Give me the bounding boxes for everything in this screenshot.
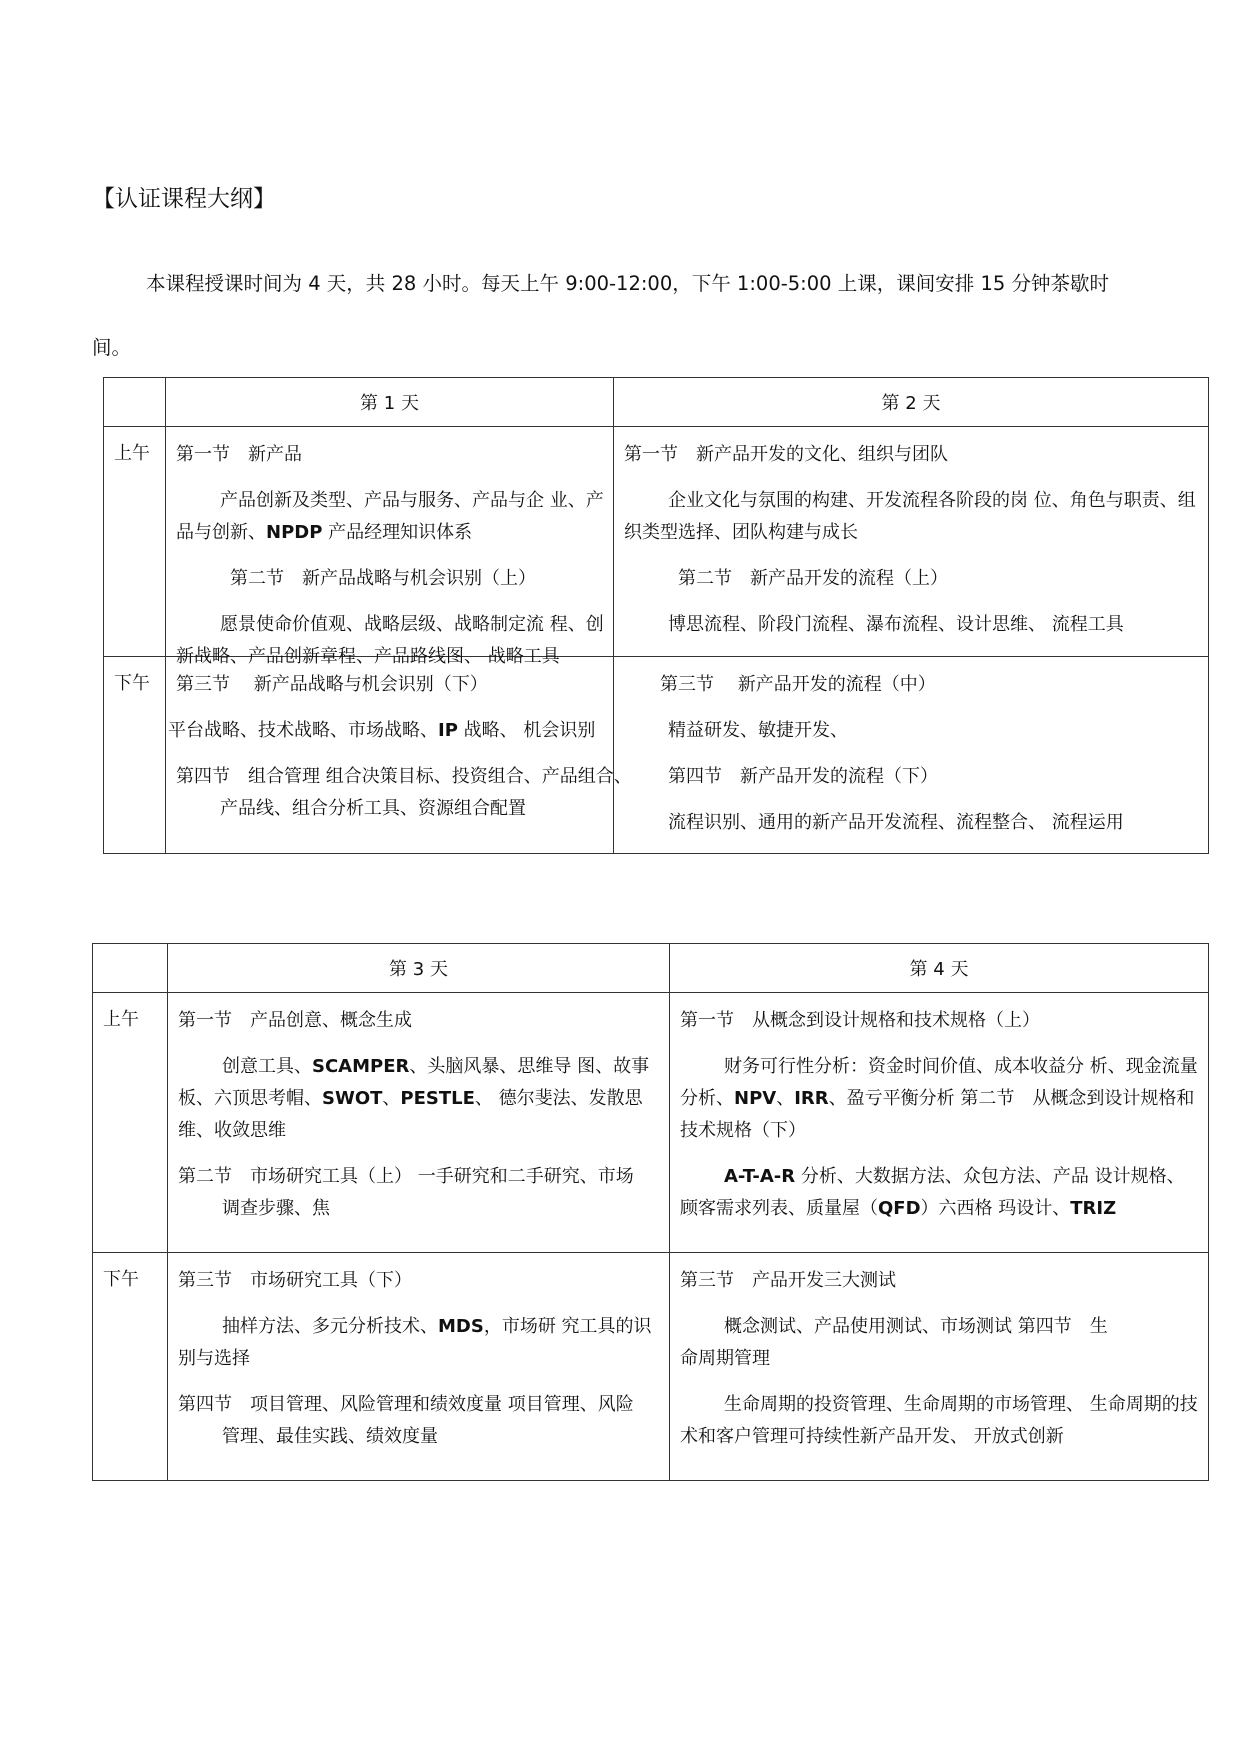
day-1-header: 第 1 天: [166, 378, 614, 427]
day-2-afternoon-cell: [614, 657, 1209, 854]
section-body: 管理、最佳实践、绩效度量: [222, 1426, 438, 1447]
day-1-afternoon-cell: [166, 657, 632, 854]
corner-cell: [93, 944, 168, 993]
morning-row: [104, 427, 1209, 657]
morning-label: 上午: [93, 993, 168, 1253]
section-title: 第二节 新产品战略与机会识别（上）: [230, 568, 536, 589]
section-body: 企业文化与氛围的构建、开发流程各阶段的岗 位、角色与职责、组织类型选择、团队构建与成长: [624, 490, 1196, 543]
section-body: 愿景使命价值观、战略层级、战略制定流 程、创新战略、产品创新章程、产品路线图、 战略工具: [176, 614, 604, 667]
section-title: 第二节 新产品开发的流程（上）: [678, 568, 948, 589]
section-body: 创意工具、SCAMPER、头脑风暴、思维导 图、故事板、六顶思考帽、SWOT、PESTLE、 德尔斐法、发散思维、收敛思维: [178, 1056, 650, 1141]
afternoon-label: 下午: [104, 657, 166, 854]
section-body: 财务可行性分析：资金时间价值、成本收益分 析、现金流量分析、NPV、IRR、盈亏平衡分析 第二节 从概念到设计规格和技术规格（下）: [680, 1056, 1198, 1141]
schedule-table-days-1-2: [103, 377, 1209, 854]
table-header-row: [104, 378, 1209, 427]
day-1-morning-cell: [166, 427, 614, 667]
intro-paragraph: 本课程授课时间为 4 天，共 28 小时。每天上午 9:00-12:00，下午 1:00-5:00 上课，课间安排 15 分钟茶歇时间。: [92, 272, 1109, 359]
section-title: 第一节 新产品: [176, 444, 302, 465]
section-body: 概念测试、产品使用测试、市场测试 第四节 生: [724, 1316, 1108, 1337]
section-title: 第三节 市场研究工具（下）: [178, 1270, 412, 1291]
section-body: A-T-A-R 分析、大数据方法、众包方法、产品 设计规格、顾客需求列表、质量屋（QFD）六西格 玛设计、TRIZ: [680, 1166, 1185, 1219]
day-2-morning-cell: [614, 427, 1209, 657]
afternoon-label: 下午: [93, 1253, 168, 1481]
day-4-morning-cell: [670, 993, 1209, 1253]
section-body: 抽样方法、多元分析技术、MDS，市场研 究工具的识别与选择: [178, 1316, 652, 1369]
section-body: 流程识别、通用的新产品开发流程、流程整合、 流程运用: [668, 812, 1124, 833]
schedule-table-days-3-4: [92, 943, 1209, 1481]
day-2-header: 第 2 天: [614, 378, 1209, 427]
morning-label: 上午: [104, 427, 166, 657]
section-title: 第四节 项目管理、风险管理和绩效度量 项目管理、风险: [178, 1394, 634, 1415]
section-title: 第四节 新产品开发的流程（下）: [668, 766, 938, 787]
day-4-header: 第 4 天: [670, 944, 1209, 993]
day-4-afternoon-cell: [670, 1253, 1209, 1481]
afternoon-row: [104, 657, 1209, 854]
section-title: 第二节 市场研究工具（上） 一手研究和二手研究、市场: [178, 1166, 634, 1187]
day-3-afternoon-cell: [168, 1253, 670, 1481]
section-body: 生命周期的投资管理、生命周期的市场管理、 生命周期的技术和客户管理可持续性新产品开发、 开放式创新: [680, 1394, 1198, 1447]
section-title: 第一节 新产品开发的文化、组织与团队: [624, 444, 948, 465]
section-title: 第一节 从概念到设计规格和技术规格（上）: [680, 1010, 1040, 1031]
section-body: 命周期管理: [680, 1348, 770, 1369]
section-body: 精益研发、敏捷开发、: [668, 720, 848, 741]
corner-cell: [104, 378, 166, 427]
section-body: 产品创新及类型、产品与服务、产品与企 业、产品与创新、NPDP 产品经理知识体系: [176, 490, 604, 543]
day-3-morning-cell: [168, 993, 670, 1253]
section-body: 平台战略、技术战略、市场战略、IP 战略、 机会识别: [168, 720, 596, 741]
section-title: 第三节 产品开发三大测试: [680, 1270, 896, 1291]
section-title: 第三节 新产品战略与机会识别（下）: [176, 674, 488, 695]
section-body: 调查步骤、焦: [222, 1198, 330, 1219]
section-body: 产品线、组合分析工具、资源组合配置: [220, 798, 526, 819]
section-title: 第四节 组合管理 组合决策目标、投资组合、产品组合、: [176, 766, 632, 787]
day-3-header: 第 3 天: [168, 944, 670, 993]
outline-heading: 【认证课程大纲】: [92, 186, 276, 212]
section-title: 第三节 新产品开发的流程（中）: [660, 674, 936, 695]
section-body: 博思流程、阶段门流程、瀑布流程、设计思维、 流程工具: [668, 614, 1124, 635]
morning-row: [93, 993, 1209, 1253]
afternoon-row: [93, 1253, 1209, 1481]
table-header-row: [93, 944, 1209, 993]
section-title: 第一节 产品创意、概念生成: [178, 1010, 412, 1031]
